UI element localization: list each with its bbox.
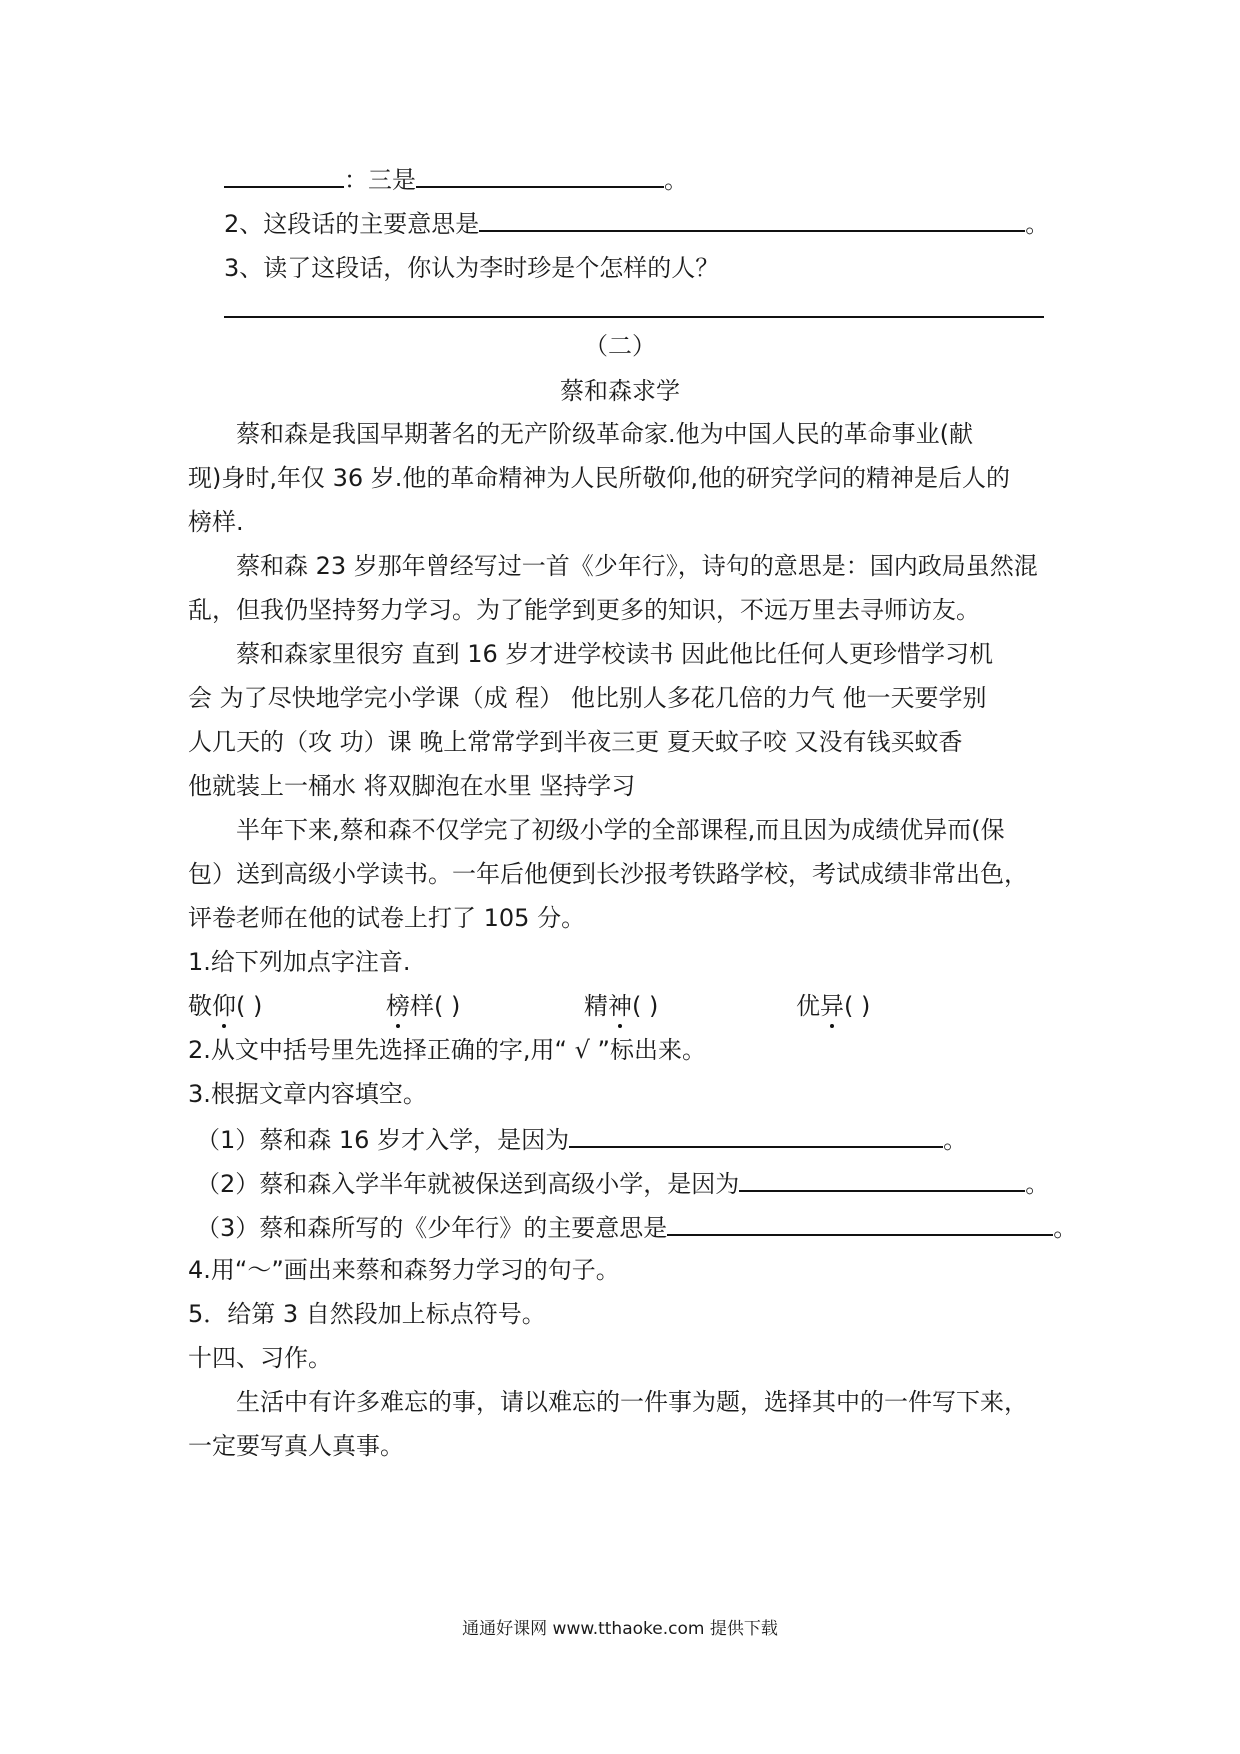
question-3-fill: 3.根据文章内容填空。 — [188, 1080, 427, 1108]
blank — [479, 206, 1025, 232]
blank — [739, 1166, 1025, 1192]
answer-line-1 — [224, 162, 688, 196]
line-end: 。 — [1025, 210, 1050, 238]
passage-line: 现)身时,年仅 36 岁.他的革命精神为人民所敬仰,他的研究学问的精神是后人的 — [188, 464, 1011, 492]
question-2-choose: 2.从文中括号里先选择正确的字,用“ √ ”标出来。 — [188, 1036, 706, 1064]
answer-paren: ( ) — [632, 992, 659, 1020]
answer-paren: ( ) — [844, 992, 871, 1020]
answer-paren: 样( ) — [410, 992, 461, 1020]
question-4: 4.用“～”画出来蔡和森努力学习的句子。 — [188, 1256, 620, 1284]
char: 敬 — [188, 992, 212, 1020]
passage-line: 评卷老师在他的试卷上打了 105 分。 — [188, 904, 586, 932]
passage-title: 蔡和森求学 — [560, 377, 680, 405]
passage-line: 人几天的（攻 功）课 晚上常常学到半夜三更 夏天蚊子咬 又没有钱买蚊香 — [188, 728, 963, 756]
pinyin-item — [796, 990, 870, 1022]
passage-line: 会 为了尽快地学完小学课（成 程） 他比别人多花几倍的力气 他一天要学别 — [188, 684, 987, 712]
footer-source: 通通好课网 www.tthaoke.com 提供下载 — [462, 1619, 778, 1639]
line-end: 。 — [664, 166, 688, 194]
line-end: 。 — [1025, 1170, 1050, 1198]
dotted-char: 仰 — [212, 992, 236, 1020]
passage-line: 半年下来,蔡和森不仅学完了初级小学的全部课程,而且因为成绩优异而(保 — [236, 816, 1005, 844]
section-number: （二） — [584, 332, 656, 360]
blank — [224, 162, 344, 188]
passage-line: 蔡和森是我国早期著名的无产阶级革命家.他为中国人民的革命事业(献 — [236, 420, 973, 448]
dotted-char: 榜 — [386, 992, 410, 1020]
question-text: 2、这段话的主要意思是 — [224, 210, 480, 238]
passage-line: 榜样. — [188, 508, 244, 536]
char: 优 — [796, 992, 820, 1020]
passage-line: 蔡和森家里很穷 直到 16 岁才进学校读书 因此他比任何人更珍惜学习机 — [236, 640, 994, 668]
pinyin-item — [386, 990, 460, 1022]
passage-line: 乱，但我仍坚持努力学习。为了能学到更多的知识，不远万里去寻师访友。 — [188, 596, 980, 624]
dotted-char: 神 — [608, 992, 632, 1020]
question-3-2 — [196, 1166, 1049, 1200]
blank — [569, 1122, 943, 1148]
question-text: （3）蔡和森所写的《少年行》的主要意思是 — [196, 1214, 668, 1242]
question-5: 5．给第 3 自然段加上标点符号。 — [188, 1300, 546, 1328]
pinyin-item — [584, 990, 658, 1022]
answer-paren: ( ) — [236, 992, 263, 1020]
essay-heading: 十四、习作。 — [188, 1344, 332, 1372]
line-text: ：三是 — [344, 166, 416, 194]
line-end: 。 — [943, 1126, 968, 1154]
passage-line: 他就装上一桶水 将双脚泡在水里 坚持学习 — [188, 772, 636, 800]
char: 精 — [584, 992, 608, 1020]
question-3-3 — [196, 1210, 1077, 1244]
question-1: 1.给下列加点字注音. — [188, 948, 411, 976]
pinyin-item — [188, 990, 262, 1022]
dotted-char: 异 — [820, 992, 844, 1020]
blank — [416, 162, 664, 188]
passage-line: 包）送到高级小学读书。一年后他便到长沙报考铁路学校，考试成绩非常出色， — [188, 860, 1028, 888]
answer-rule — [224, 316, 1044, 318]
question-3-1 — [196, 1122, 967, 1156]
question-text: （2）蔡和森入学半年就被保送到高级小学，是因为 — [196, 1170, 740, 1198]
question-text: （1）蔡和森 16 岁才入学，是因为 — [196, 1126, 570, 1154]
question-2-main-idea — [224, 206, 1049, 240]
line-end: 。 — [1053, 1214, 1078, 1242]
essay-prompt: 一定要写真人真事。 — [188, 1432, 404, 1460]
essay-prompt: 生活中有许多难忘的事，请以难忘的一件事为题，选择其中的一件写下来， — [236, 1388, 1028, 1416]
passage-line: 蔡和森 23 岁那年曾经写过一首《少年行》，诗句的意思是：国内政局虽然混 — [236, 552, 1038, 580]
blank — [667, 1210, 1053, 1236]
question-3-opinion: 3、读了这段话，你认为李时珍是个怎样的人？ — [224, 254, 720, 282]
